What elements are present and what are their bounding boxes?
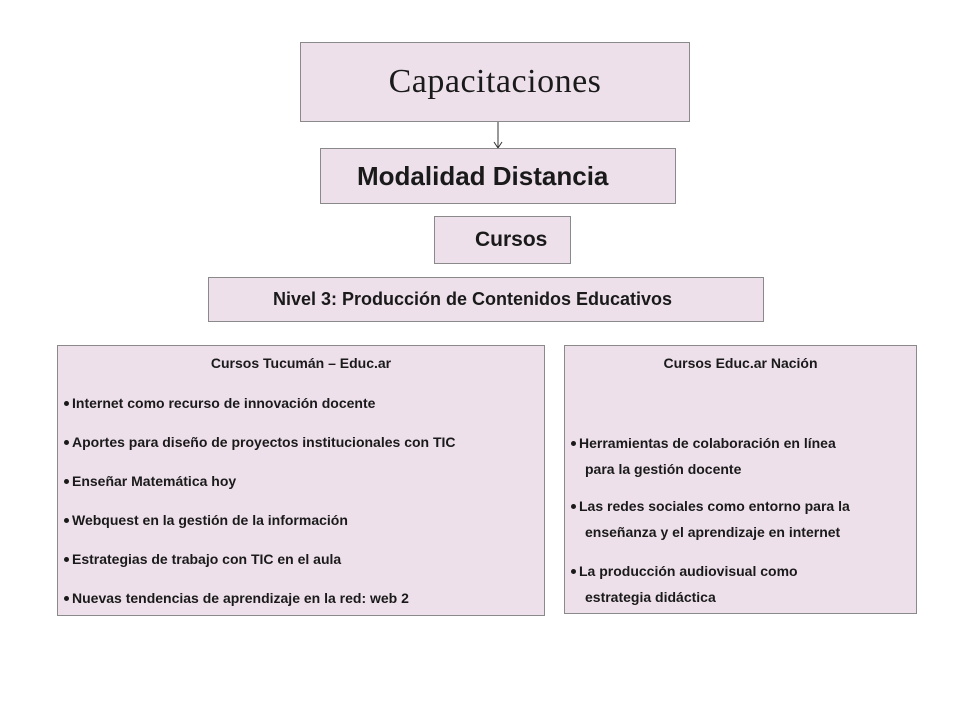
list-item-text: Estrategias de trabajo con TIC en el aula [72, 551, 342, 567]
bullet-icon [64, 518, 69, 523]
list-item-text-continued: para la gestión docente [585, 461, 742, 477]
bullet-icon [571, 441, 576, 446]
modalidad-box [320, 148, 676, 204]
list-item-text: Enseñar Matemática hoy [72, 473, 237, 489]
cursos-label: Cursos [475, 228, 548, 251]
bullet-icon [571, 504, 576, 509]
list-item-text: Aportes para diseño de proyectos institucionales con TIC [72, 434, 456, 450]
nivel-label: Nivel 3: Producción de Contenidos Educativos [273, 289, 673, 309]
down-arrow-icon [493, 122, 503, 150]
list-item [64, 470, 236, 492]
list-item [64, 548, 341, 570]
bullet-icon [64, 596, 69, 601]
bullet-icon [64, 479, 69, 484]
list-item-text-continued: estrategia didáctica [585, 589, 716, 605]
bullet-icon [571, 569, 576, 574]
cursos-box [434, 216, 571, 264]
list-item [571, 558, 798, 610]
list-item [64, 431, 456, 453]
diagram-title: Capacitaciones [388, 63, 602, 100]
list-item-text: Las redes sociales como entorno para la [579, 498, 850, 514]
title-box [300, 42, 690, 122]
list-item-text: Webquest en la gestión de la información [72, 512, 348, 528]
list-item-text: Nuevas tendencias de aprendizaje en la red: web 2 [72, 590, 409, 606]
list-item [64, 587, 409, 609]
list-item [571, 430, 836, 482]
nivel-box [208, 277, 764, 322]
bullet-icon [64, 557, 69, 562]
bullet-icon [64, 401, 69, 406]
modalidad-label: Modalidad Distancia [357, 160, 609, 191]
list-item [571, 493, 850, 545]
list-item-text: La producción audiovisual como [579, 563, 798, 579]
list-item [64, 509, 348, 531]
bullet-icon [64, 440, 69, 445]
list-item-text-continued: enseñanza y el aprendizaje en internet [585, 524, 841, 540]
list-item-text: Internet como recurso de innovación docente [72, 395, 376, 411]
nacion-courses-heading: Cursos Educ.ar Nación [663, 355, 818, 371]
list-item-text: Herramientas de colaboración en línea [579, 435, 836, 451]
nacion-courses-box [564, 345, 917, 614]
tucuman-courses-heading: Cursos Tucumán – Educ.ar [210, 355, 392, 371]
list-item [64, 392, 375, 414]
tucuman-courses-box [57, 345, 545, 616]
